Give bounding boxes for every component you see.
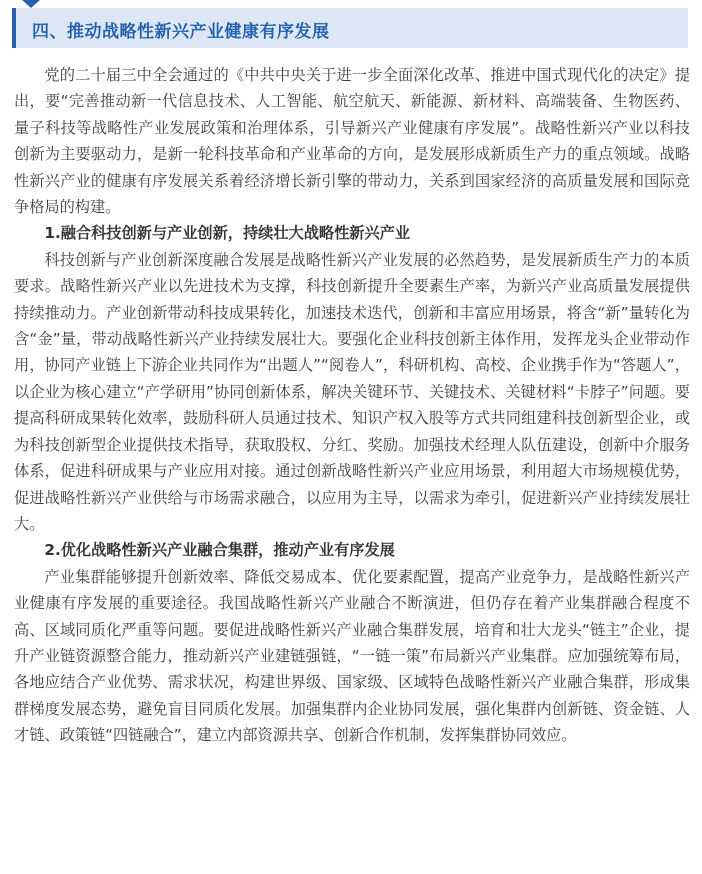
subheading-2: 2.优化战略性新兴产业融合集群，推动产业有序发展 (44, 541, 395, 560)
article-body (14, 62, 690, 749)
subheading-1: 1.融合科技创新与产业创新，持续壮大战略性新兴产业 (44, 224, 411, 243)
header-pointer-mark (22, 0, 40, 8)
intro-paragraph: 党的二十届三中全会通过的《中共中央关于进一步全面深化改革、推进中国式现代化的决定》提出，要“完善推动新一代信息技术、人工智能、航空航天、新能源、新材料、高端装备、生物医药、量子科技等战略性产业发展政策和治理体系，引导新兴产业健康有序发展”。战略性新兴产业以科技创新为主要驱动力，是新一轮科技革命和产业革命的方向，是发展形成新质生产力的重点领域。战略性新兴产业的健康有序发展关系着经济增长新引擎的带动力，关系到国家经济的高质量发展和国际竞争格局的构建。 (14, 66, 690, 217)
body-paragraph-1: 科技创新与产业创新深度融合发展是战略性新兴产业发展的必然趋势，是发展新质生产力的本质要求。战略性新兴产业以先进技术为支撑，科技创新提升全要素生产率，为新兴产业高质量发展提供持续推动力。产业创新带动科技成果转化，加速技术迭代，创新和丰富应用场景，将含“新”量转化为含“金”量，带动战略性新兴产业持续发展壮大。要强化企业科技创新主体作用，发挥龙头企业带动作用，协同产业链上下游企业共同作为“出题人”“阅卷人”，科研机构、高校、企业携手作为“答题人”，以企业为核心建立“产学研用”协同创新体系，解决关键环节、关键技术、关键材料“卡脖子”问题。要提高科研成果转化效率，鼓励科研人员通过技术、知识产权入股等方式共同组建科技创新型企业，或为科技创新型企业提供技术指导，获取股权、分红、奖励。加强技术经理人队伍建设，创新中介服务体系，促进科研成果与产业应用对接。通过创新战略性新兴产业应用场景，利用超大市场规模优势，促进战略性新兴产业供给与市场需求融合，以应用为主导，以需求为牵引，促进新兴产业持续发展壮大。 (14, 250, 690, 533)
body-paragraph-2: 产业集群能够提升创新效率、降低交易成本、优化要素配置，提高产业竞争力，是战略性新兴产业健康有序发展的重要途径。我国战略性新兴产业融合不断演进，但仍存在着产业集群融合程度不高、区域同质化严重等问题。要促进战略性新兴产业融合集群发展，培育和壮大龙头“链主”企业，提升产业链资源整合能力，推动新兴产业建链强链，“一链一策”布局新兴产业集群。应加强统筹布局，各地应结合产业优势、需求状况，构建世界级、国家级、区域特色战略性新兴产业融合集群，形成集群梯度发展态势，避免盲目同质化发展。加强集群内企业协同发展，强化集群内创新链、资金链、人才链、政策链“四链融合”，建立内部资源共享、创新合作机制，发挥集群协同效应。 (14, 567, 690, 745)
section-header (12, 8, 688, 48)
section-title: 四、推动战略性新兴产业健康有序发展 (32, 22, 330, 42)
